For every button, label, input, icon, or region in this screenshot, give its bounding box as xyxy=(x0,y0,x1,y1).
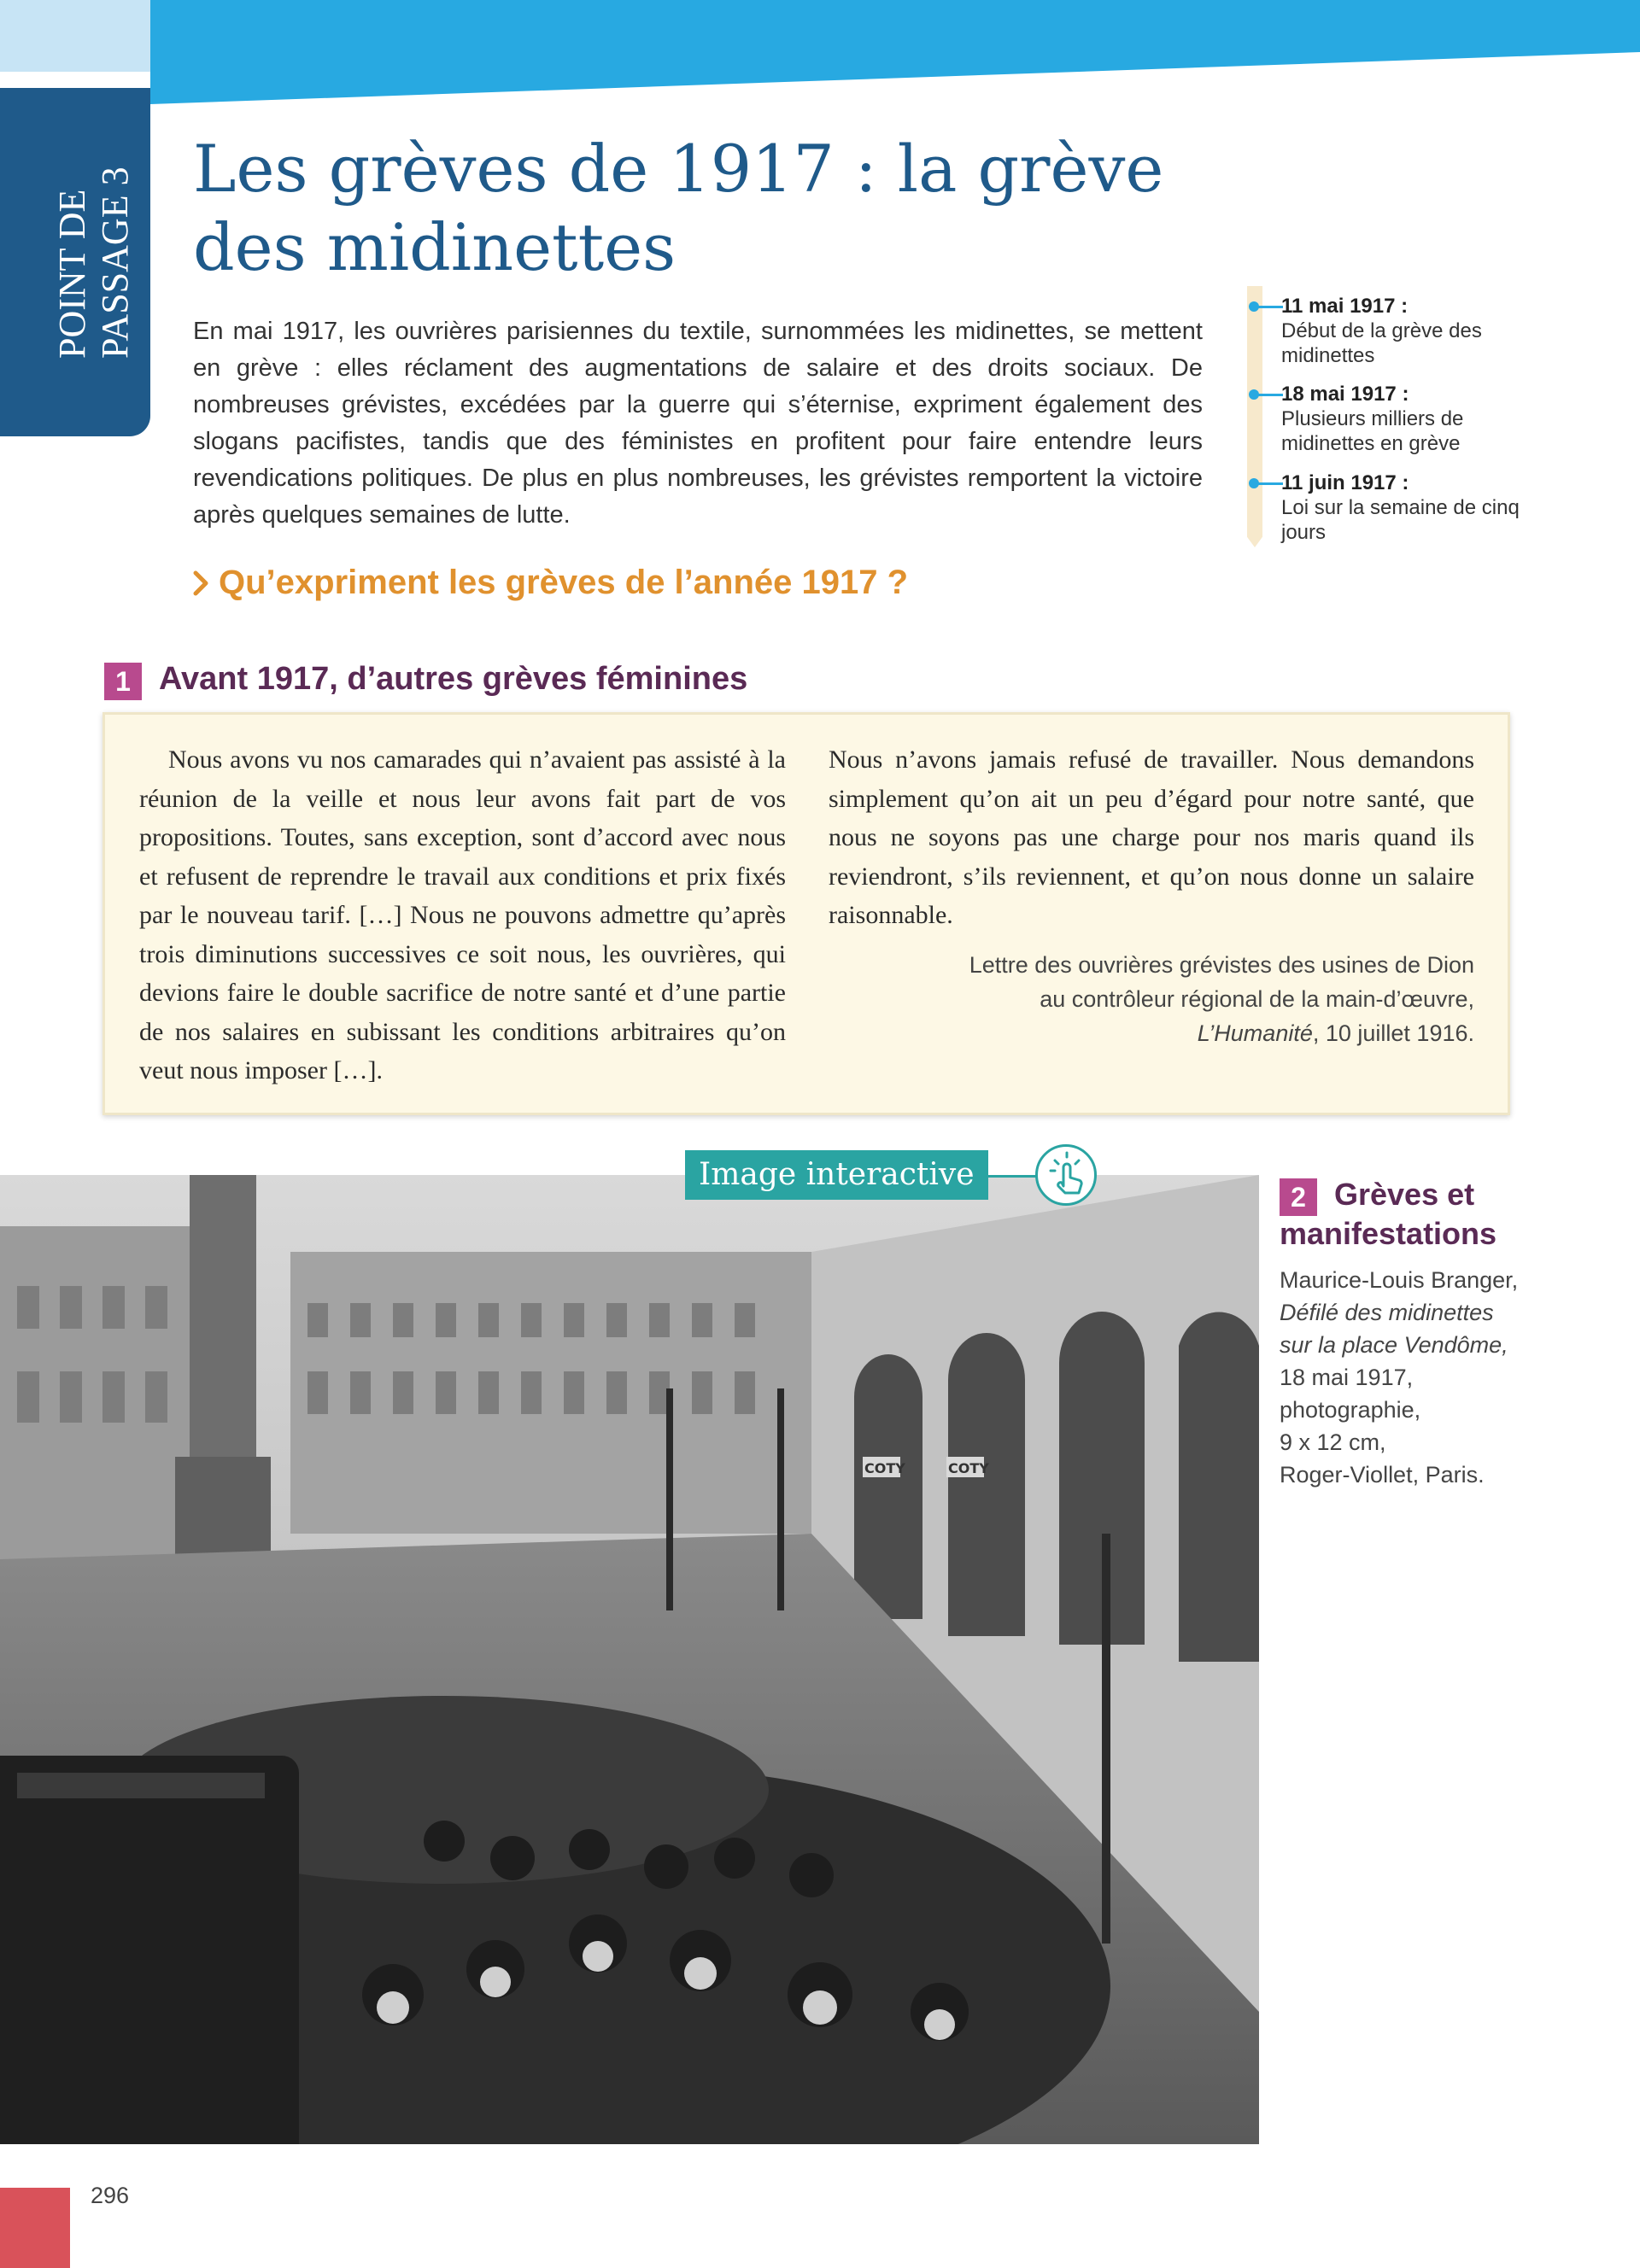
doc1-title: Avant 1917, d’autres grèves féminines xyxy=(159,661,748,697)
chevron-right-icon xyxy=(193,570,208,596)
page-title-line-1: Les grèves de 1917 : la grève xyxy=(193,131,1164,207)
timeline-date: 18 mai 1917 : xyxy=(1281,383,1409,406)
doc2-caption-date: 18 mai 1917, xyxy=(1280,1365,1414,1390)
intro-paragraph: En mai 1917, les ouvrières parisiennes du textile, surnommées les midinettes, se mettent en grève : elles réclament des augmentations de salaire et des droits sociaux. De nombreuses grévistes, excédées par la guerre qui s’éternise, expriment également des slogans pacifistes, tandis que des féministes en profitent pour faire entendre leurs revendications politiques. De plus en plus nombreuses, les grévistes remportent la victoire après quelques semaines de lutte. xyxy=(193,318,1203,529)
page-title-line-2: des midinettes xyxy=(193,209,676,285)
timeline-date: 11 mai 1917 : xyxy=(1281,295,1409,318)
doc2-caption-size: 9 x 12 cm, xyxy=(1280,1429,1386,1455)
guiding-question-text: Qu’expriment les grèves de l’année 1917 ? xyxy=(219,564,909,601)
timeline-item xyxy=(1247,471,1520,556)
doc1-citation-line-2: au contrôleur régional de la main-d’œuvre, xyxy=(1040,986,1474,1012)
timeline-item xyxy=(1247,294,1520,379)
header-band-light xyxy=(0,0,150,72)
shop-sign-2: COTY xyxy=(948,1460,989,1476)
doc2-title: Grèves et manifestations xyxy=(1280,1177,1497,1251)
timeline-dot xyxy=(1249,389,1259,400)
doc2-caption xyxy=(1280,1264,1527,1491)
doc1-citation-source: L’Humanité xyxy=(1197,1020,1313,1046)
shop-sign-1: COTY xyxy=(864,1460,905,1476)
doc1-text-right: Nous n’avons jamais refusé de travailler. Nous demandons simplement qu’on ait un peu d’égard pour notre santé, que nous ne soyons pas une charge pour nos maris quand ils reviendront, s’ils reviennent, et qu’on nous donne un salaire raisonnable. xyxy=(829,745,1474,929)
timeline-desc: Début de la grève des midinettes xyxy=(1281,319,1482,367)
page-title xyxy=(193,130,1218,287)
timeline-desc: Loi sur la semaine de cinq jours xyxy=(1281,496,1520,544)
doc1-number-badge: 1 xyxy=(104,663,142,700)
side-tab-line-2: PASSAGE 3 xyxy=(94,167,136,359)
doc2-caption-work: Défilé des midinettes sur la place Vendôme, xyxy=(1280,1300,1508,1358)
doc1-text-left: Nous avons vu nos camarades qui n’avaient pas assisté à la réunion de la veille et nous leur avons fait part de vos propositions. Toutes, sans exception, sont d’accord avec nous et refusent de reprendre le travail aux conditions et prix fixés par le nouveau tarif. […] Nous ne pouvons admettre qu’après trois diminutions successives ce soit nous, les ouvrières, qui devions faire le double sacrifice de notre santé et d’une partie de nos salaires en subissant les conditions arbitraires qu’on veut nous imposer […]. xyxy=(139,745,786,1084)
footer-color-mark xyxy=(0,2188,70,2268)
interactive-image-button[interactable]: Image interactive xyxy=(685,1150,988,1200)
timeline-dot xyxy=(1249,478,1259,488)
timeline-dot xyxy=(1249,301,1259,312)
doc2-caption-medium: photographie, xyxy=(1280,1397,1421,1423)
historical-photo[interactable] xyxy=(0,1175,1259,2144)
doc1-citation-line-1: Lettre des ouvrières grévistes des usines de Dion xyxy=(969,952,1474,978)
doc1-citation xyxy=(829,948,1474,1050)
side-tab-label xyxy=(51,77,137,359)
timeline-item xyxy=(1247,382,1520,467)
timeline-date: 11 juin 1917 : xyxy=(1281,471,1409,494)
doc2-caption-rights: Roger-Viollet, Paris. xyxy=(1280,1462,1485,1488)
tap-hand-icon[interactable] xyxy=(1035,1144,1097,1206)
header-band xyxy=(150,0,1640,104)
photo-illustration xyxy=(0,1175,1259,2144)
doc1-citation-date: , 10 juillet 1916. xyxy=(1312,1020,1474,1046)
page-number: 296 xyxy=(91,2183,130,2208)
tap-hand-glyph xyxy=(1038,1147,1094,1203)
doc2-caption-author: Maurice-Louis Branger, xyxy=(1280,1267,1519,1293)
doc1-citation-line-3 xyxy=(829,1016,1474,1050)
side-tab-line-1: POINT DE xyxy=(51,189,93,359)
timeline-desc: Plusieurs milliers de midinettes en grève xyxy=(1281,407,1464,455)
guiding-question xyxy=(193,564,908,602)
doc2-number-badge: 2 xyxy=(1280,1178,1317,1216)
